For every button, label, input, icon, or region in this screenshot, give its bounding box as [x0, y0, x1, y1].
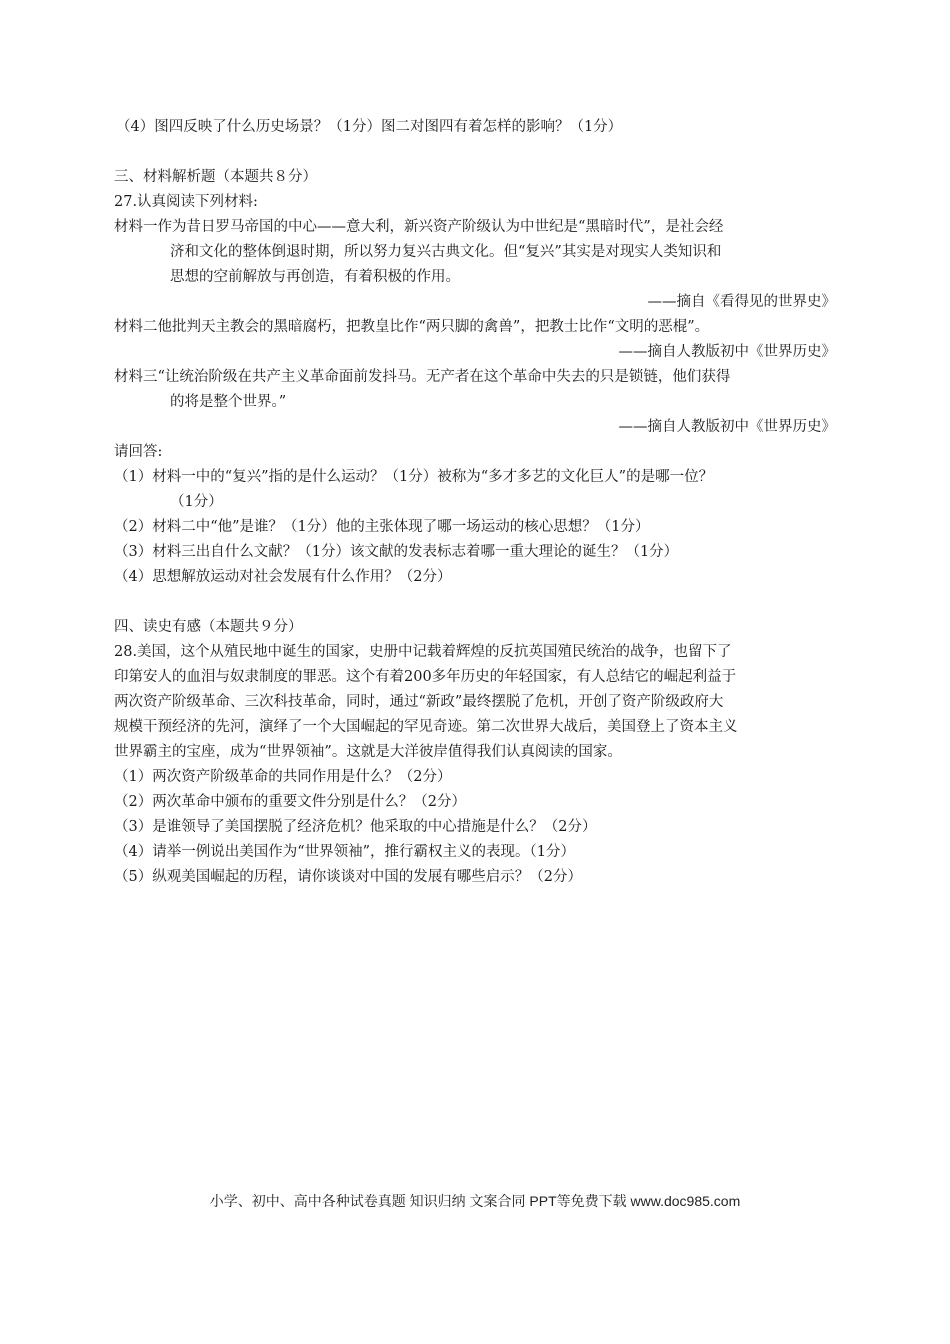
question-27-4: （4）思想解放运动对社会发展有什么作用？（2分）: [114, 569, 452, 585]
passage-28-line-2: 印第安人的血泪与奴隶制度的罪恶。这个有着200多年历史的年轻国家，有人总结它的崛起利益于: [114, 669, 737, 685]
passage-28-line-5: 世界霸主的宝座，成为“世界领袖”。这就是大洋彼岸值得我们认真阅读的国家。: [114, 744, 622, 760]
passage-28-line-1: 28.美国，这个从殖民地中诞生的国家，史册中记载着辉煌的反抗英国殖民统治的战争，也留下了: [114, 644, 732, 660]
section-3-heading: 三、材料解析题（本题共８分）: [114, 169, 317, 185]
passage-28-line-3: 两次资产阶级革命、三次科技革命，同时，通过“新政”最终摆脱了危机，开创了资产阶级政府大: [114, 694, 724, 710]
material-3-source: ——摘自人教版初中《世界历史》: [618, 419, 836, 435]
material-3-line-2: 的将是整个世界。”: [170, 394, 287, 410]
material-1-line-2: 济和文化的整体倒退时期，所以努力复兴古典文化。但“复兴”其实是对现实人类知识和: [170, 244, 722, 260]
question-27-1-line-1: （1）材料一中的“复兴”指的是什么运动？（1分）被称为“多才多艺的文化巨人”的是哪一位？: [114, 469, 714, 485]
material-3-line-1: 材料三“让统治阶级在共产主义革命面前发抖马。无产者在这个革命中失去的只是锁链，他们获得: [114, 369, 731, 385]
question-27-1-line-2: （1分）: [170, 494, 223, 510]
question-26-4: （4）图四反映了什么历史场景？（1分）图二对图四有着怎样的影响？（1分）: [116, 119, 623, 135]
material-1-line-1: 材料一作为昔日罗马帝国的中心——意大利，新兴资产阶级认为中世纪是“黑暗时代”，是社会经: [114, 219, 724, 235]
question-28-5: （5）纵观美国崛起的历程，请你谈谈对中国的发展有哪些启示？（2分）: [114, 869, 582, 885]
question-28-1: （1）两次资产阶级革命的共同作用是什么？（2分）: [114, 769, 452, 785]
section-4-heading: 四、读史有感（本题共９分）: [114, 619, 303, 635]
question-28-4: （4）请举一例说出美国作为“世界领袖”，推行霸权主义的表现。（1分）: [114, 844, 576, 860]
question-27-3: （3）材料三出自什么文献？（1分）该文献的发表标志着哪一重大理论的诞生？（1分）: [114, 544, 679, 560]
material-2-line-1: 材料二他批判天主教会的黑暗腐朽，把教皇比作“两只脚的禽兽”，把教士比作“文明的恶棍”。: [114, 319, 710, 335]
question-27-2: （2）材料二中“他”是谁？（1分）他的主张体现了哪一场运动的核心思想？（1分）: [114, 519, 650, 535]
answer-prompt: 请回答:: [114, 444, 163, 460]
question-28-2: （2）两次革命中颁布的重要文件分别是什么？（2分）: [114, 794, 466, 810]
passage-28-line-4: 规模干预经济的先河，演绎了一个大国崛起的罕见奇迹。第二次世界大战后，美国登上了资本主义: [114, 719, 738, 735]
page-footer: 小学、初中、高中各种试卷真题 知识归纳 文案合同 PPT等免费下载 www.doc985.com: [209, 1193, 741, 1209]
question-28-3: （3）是谁领导了美国摆脱了经济危机？他采取的中心措施是什么？（2分）: [114, 819, 597, 835]
material-1-source: ——摘自《看得见的世界史》: [647, 294, 836, 310]
material-2-source: ——摘自人教版初中《世界历史》: [618, 344, 836, 360]
material-1-line-3: 思想的空前解放与再创造，有着积极的作用。: [170, 269, 460, 285]
question-27-intro: 27.认真阅读下列材料:: [114, 194, 258, 210]
